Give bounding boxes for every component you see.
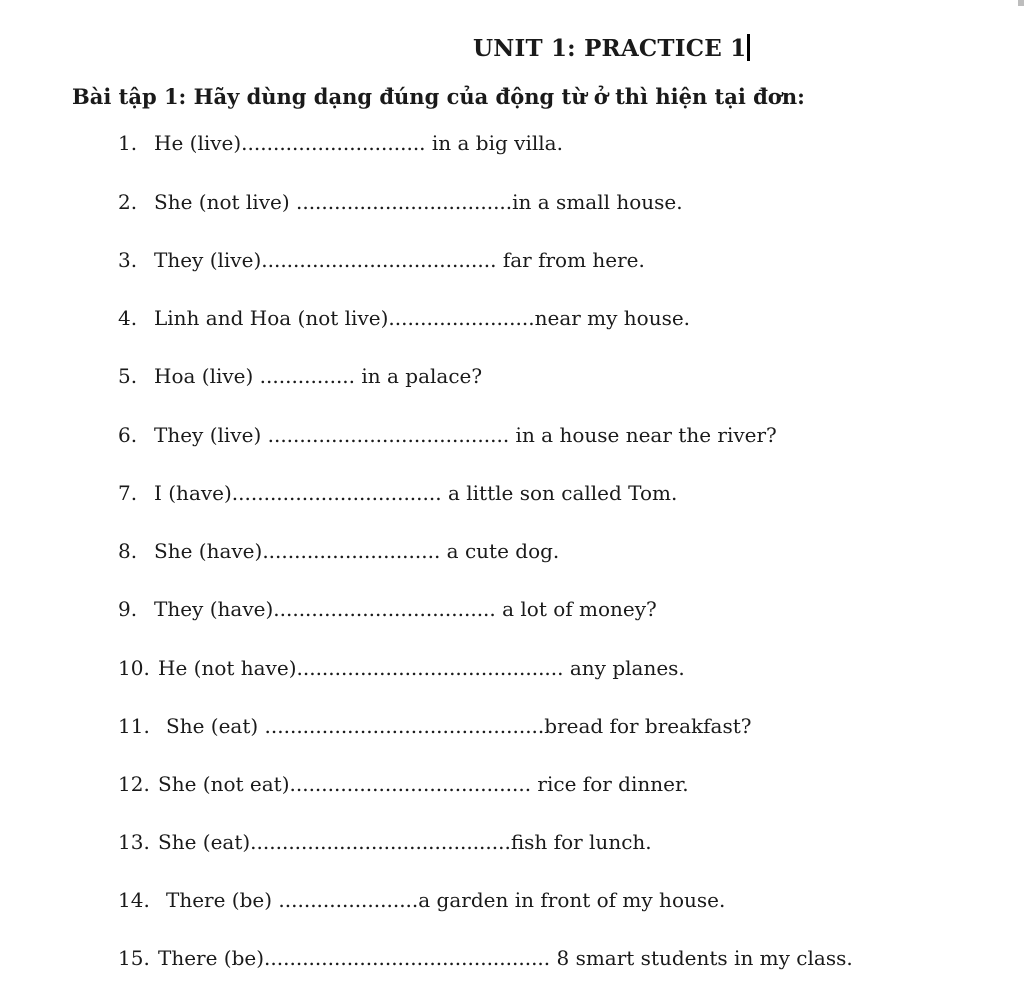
exercise-item-8 [118, 539, 559, 563]
exercise-number: 10. [118, 656, 150, 680]
exercise-number: 14. [118, 888, 150, 912]
exercise-number: 2. [118, 190, 138, 214]
exercise-item-2 [118, 190, 683, 214]
exercise-heading: Bài tập 1: Hãy dùng dạng đúng của động từ ở thì hiện tại đơn: [72, 84, 805, 109]
exercise-text: She (have)............................ a cute dog. [154, 539, 560, 563]
exercise-item-12 [118, 772, 689, 796]
exercise-number: 13. [118, 830, 150, 854]
exercise-text: She (eat).........................................fish for lunch. [158, 830, 652, 854]
exercise-text: They (live) ...................................... in a house near the river? [154, 423, 777, 447]
page-title-text: UNIT 1: PRACTICE 1 [473, 35, 747, 62]
exercise-item-4 [118, 306, 690, 330]
exercise-text: He (not have).......................................... any planes. [158, 656, 685, 680]
exercise-item-14 [118, 888, 725, 912]
exercise-text: Linh and Hoa (not live).......................near my house. [154, 306, 691, 330]
exercise-item-15 [118, 946, 853, 970]
exercise-item-10 [118, 656, 685, 680]
exercise-number: 7. [118, 481, 138, 505]
exercise-text: She (eat) ............................................bread for breakfast? [166, 714, 752, 738]
page-title [473, 34, 750, 62]
exercise-number: 15. [118, 946, 150, 970]
exercise-number: 1. [118, 131, 138, 155]
exercise-number: 11. [118, 714, 150, 738]
exercise-number: 4. [118, 306, 138, 330]
exercise-item-1 [118, 131, 563, 155]
exercise-item-6 [118, 423, 777, 447]
exercise-item-3 [118, 248, 645, 272]
exercise-text: She (not live) ..................................in a small house. [154, 190, 683, 214]
exercise-text: They (have)................................... a lot of money? [154, 597, 657, 621]
exercise-item-5 [118, 364, 482, 388]
exercise-item-9 [118, 597, 657, 621]
exercise-number: 8. [118, 539, 138, 563]
exercise-number: 6. [118, 423, 138, 447]
exercise-item-13 [118, 830, 652, 854]
exercise-text: Hoa (live) ............... in a palace? [154, 364, 483, 388]
exercise-item-7 [118, 481, 677, 505]
text-cursor [747, 34, 750, 61]
exercise-number: 5. [118, 364, 138, 388]
exercise-text: He (live)............................. in a big villa. [154, 131, 563, 155]
exercise-text: She (not eat)...................................... rice for dinner. [158, 772, 689, 796]
exercise-text: I (have)................................. a little son called Tom. [154, 481, 678, 505]
exercise-text: There (be)............................................. 8 smart students in my class. [158, 946, 853, 970]
exercise-item-11 [118, 714, 752, 738]
exercise-number: 12. [118, 772, 150, 796]
exercise-text: There (be) ......................a garden in front of my house. [166, 888, 726, 912]
exercise-number: 9. [118, 597, 138, 621]
exercise-number: 3. [118, 248, 138, 272]
exercise-text: They (live)..................................... far from here. [154, 248, 645, 272]
scrollbar-edge [1018, 0, 1024, 6]
